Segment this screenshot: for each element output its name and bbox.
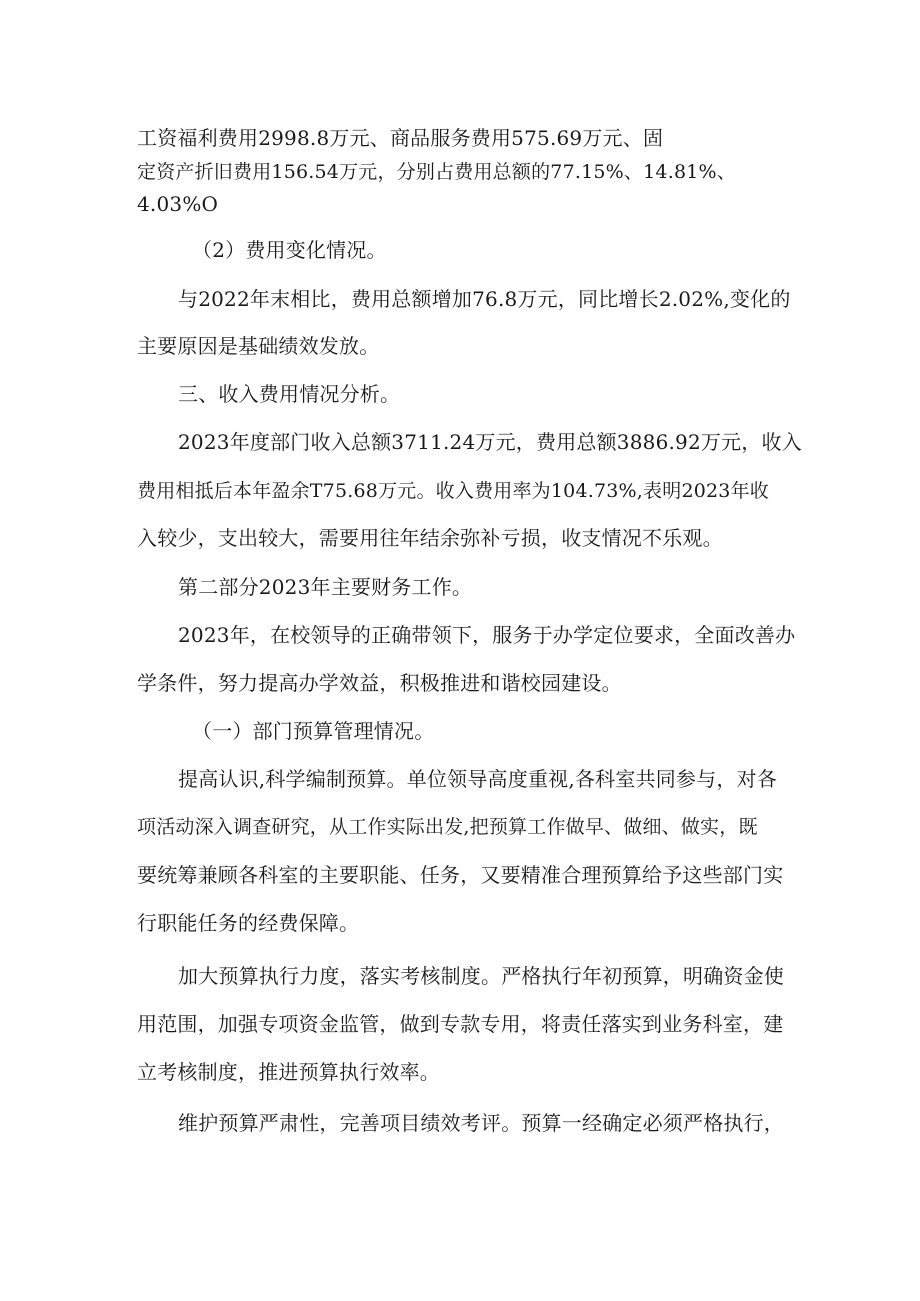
text-line: 学条件，努力提高办学效益，积极推进和谐校园建设。 [137,671,622,695]
text-line: 定资产折旧费用156.54万元，分别占费用总额的77.15%、14.81%、 [137,161,736,183]
text-line: 提高认识,科学编制预算。单位领导高度重视,各科室共同参与，对各 [178,767,777,791]
text-line: 2023年，在校领导的正确带领下，服务于办学定位要求，全面改善办 [178,623,796,647]
text-line: 行职能任务的经费保障。 [137,911,360,935]
text-line: 入较少，支出较大，需要用往年结余弥补亏损，收支情况不乐观。 [137,526,723,550]
text-line: 用范围，加强专项资金监管，做到专款专用，将责任落实到业务科室，建 [137,1012,784,1036]
text-line: 第二部分2023年主要财务工作。 [178,575,473,599]
text-line: 费用相抵后本年盈余T75.68万元。收入费用率为104.73%,表明2023年收 [137,480,769,502]
text-line: 主要原因是基础绩效发放。 [137,334,380,358]
text-line: 2023年度部门收入总额3711.24万元，费用总额3886.92万元，收入 [178,430,802,454]
text-line: 与2022年末相比，费用总额增加76.8万元，同比增长2.02%,变化的 [178,287,791,311]
text-line: 工资福利费用2998.8万元、商品服务费用575.69万元、固 [137,126,664,150]
text-line: （一）部门预算管理情况。 [192,719,435,743]
text-line: 维护预算严肃性，完善项目绩效考评。预算一经确定必须严格执行， [178,1111,784,1135]
text-line: 项活动深入调查研究，从工作实际出发,把预算工作做早、做细、做实，既 [137,816,758,838]
text-line: 立考核制度，推进预算执行效率。 [137,1060,440,1084]
text-line: 三、收入费用情况分析。 [178,382,401,406]
text-line: （2）费用变化情况。 [192,238,387,262]
text-line: 4.03%O [137,192,219,216]
text-line: 加大预算执行力度，落实考核制度。严格执行年初预算，明确资金使 [178,964,784,988]
text-line: 要统筹兼顾各科室的主要职能、任务，又要精准合理预算给予这些部门实 [137,863,784,887]
